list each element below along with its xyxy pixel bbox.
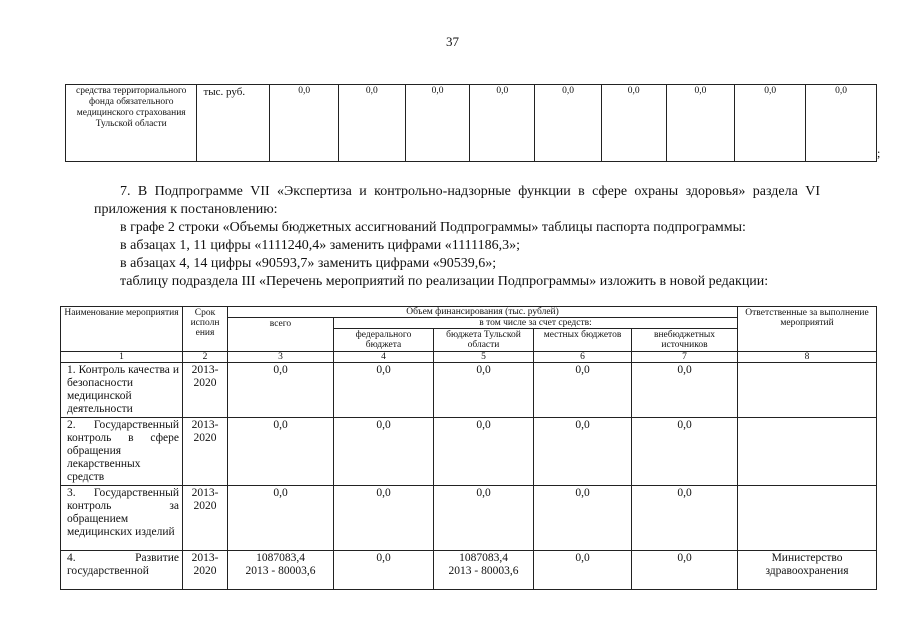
amount-extra: 0,0 bbox=[632, 418, 738, 486]
amount-extra: 0,0 bbox=[632, 363, 738, 418]
amount-total-value: 1087083,4 bbox=[256, 552, 305, 564]
unit-cell: тыс. руб. bbox=[197, 85, 270, 162]
value-cell: 0,0 bbox=[735, 85, 806, 162]
activity-term: 2013-2020 bbox=[183, 363, 228, 418]
amount-local: 0,0 bbox=[534, 363, 632, 418]
header-term: Срок исполн ения bbox=[183, 307, 228, 352]
activity-name: 1. Контроль качества и безопасности медицинской деятельности bbox=[61, 363, 183, 418]
header-local: местных бюджетов bbox=[534, 329, 632, 352]
paragraph-amend-table: таблицу подраздела III «Перечень мероприятий по реализации Подпрограммы» изложить в новой редакции: bbox=[120, 274, 769, 289]
column-number: 1 bbox=[61, 352, 183, 363]
paragraph-item-7-cont: приложения к постановлению: bbox=[94, 202, 278, 217]
amount-federal: 0,0 bbox=[334, 486, 434, 551]
value-cell: 0,0 bbox=[339, 85, 406, 162]
amount-total-year: 2013 - 80003,6 bbox=[245, 565, 316, 577]
amount-federal: 0,0 bbox=[334, 418, 434, 486]
value-cell: 0,0 bbox=[535, 85, 602, 162]
table-row bbox=[61, 551, 877, 590]
header-extra: внебюджетных источников bbox=[632, 329, 738, 352]
column-number: 8 bbox=[738, 352, 877, 363]
header-volume: Объем финансирования (тыс. рублей) bbox=[228, 307, 738, 318]
amount-regional: 0,0 bbox=[434, 363, 534, 418]
table-row bbox=[61, 486, 877, 551]
value-cell: 0,0 bbox=[666, 85, 735, 162]
value-cell: 0,0 bbox=[601, 85, 666, 162]
amount-regional-year: 2013 - 80003,6 bbox=[448, 565, 519, 577]
responsible bbox=[738, 486, 877, 551]
amount-total: 0,0 bbox=[228, 486, 334, 551]
activity-name: 3. Государственный контроль за обращением медицинских изделий bbox=[61, 486, 183, 551]
continuation-table bbox=[65, 84, 877, 162]
column-number: 4 bbox=[334, 352, 434, 363]
activity-name: 2. Государственный контроль в сфере обращения лекарственных средств bbox=[61, 418, 183, 486]
amount-regional-value: 1087083,4 bbox=[459, 552, 508, 564]
value-cell: 0,0 bbox=[405, 85, 470, 162]
responsible bbox=[738, 418, 877, 486]
amount-federal: 0,0 bbox=[334, 551, 434, 590]
value-cell: 0,0 bbox=[806, 85, 877, 162]
amount-local: 0,0 bbox=[534, 486, 632, 551]
header-responsible: Ответственные за выполнение мероприятий bbox=[738, 307, 877, 352]
header-including: в том числе за счет средств: bbox=[334, 318, 738, 329]
funding-source-cell: средства территориального фонда обязательного медицинского страхования Тульской области bbox=[66, 85, 197, 162]
amount-total: 0,0 bbox=[228, 363, 334, 418]
amount-extra: 0,0 bbox=[632, 551, 738, 590]
activity-term: 2013-2020 bbox=[183, 551, 228, 590]
header-federal: федерального бюджета bbox=[334, 329, 434, 352]
amount-federal: 0,0 bbox=[334, 363, 434, 418]
activities-table bbox=[60, 306, 877, 590]
paragraph-amend-2: в абзацах 4, 14 цифры «90593,7» заменить цифрами «90539,6»; bbox=[120, 256, 497, 271]
value-cell: 0,0 bbox=[470, 85, 535, 162]
activity-term: 2013-2020 bbox=[183, 486, 228, 551]
amount-total bbox=[228, 551, 334, 590]
amount-local: 0,0 bbox=[534, 418, 632, 486]
activity-term: 2013-2020 bbox=[183, 418, 228, 486]
paragraph-amend-column: в графе 2 строки «Объемы бюджетных ассигнований Подпрограммы» таблицы паспорта подпрограммы: bbox=[120, 220, 746, 235]
header-total: всего bbox=[228, 318, 334, 352]
amount-local: 0,0 bbox=[534, 551, 632, 590]
amount-total: 0,0 bbox=[228, 418, 334, 486]
column-number: 3 bbox=[228, 352, 334, 363]
amount-regional: 0,0 bbox=[434, 418, 534, 486]
column-number: 7 bbox=[632, 352, 738, 363]
paragraph-amend-1: в абзацах 1, 11 цифры «1111240,4» заменить цифрами «1111186,3»; bbox=[120, 238, 521, 253]
trailing-semicolon: ; bbox=[877, 146, 881, 160]
amount-regional: 0,0 bbox=[434, 486, 534, 551]
column-number: 2 bbox=[183, 352, 228, 363]
paragraph-item-7: 7. В Подпрограмме VII «Экспертиза и контрольно-надзорные функции в сфере охраны здоровья» раздела VI bbox=[120, 184, 820, 199]
column-number: 6 bbox=[534, 352, 632, 363]
header-regional: бюджета Тульской области bbox=[434, 329, 534, 352]
activity-name: 4. Развитие государственной bbox=[61, 551, 183, 590]
header-name: Наименование мероприятия bbox=[61, 307, 183, 352]
responsible bbox=[738, 363, 877, 418]
responsible: Министерство здравоохранения bbox=[738, 551, 877, 590]
column-number: 5 bbox=[434, 352, 534, 363]
amount-regional bbox=[434, 551, 534, 590]
table-row bbox=[61, 418, 877, 486]
value-cell: 0,0 bbox=[270, 85, 339, 162]
table-row bbox=[61, 363, 877, 418]
page-number: 37 bbox=[446, 34, 459, 49]
amount-extra: 0,0 bbox=[632, 486, 738, 551]
